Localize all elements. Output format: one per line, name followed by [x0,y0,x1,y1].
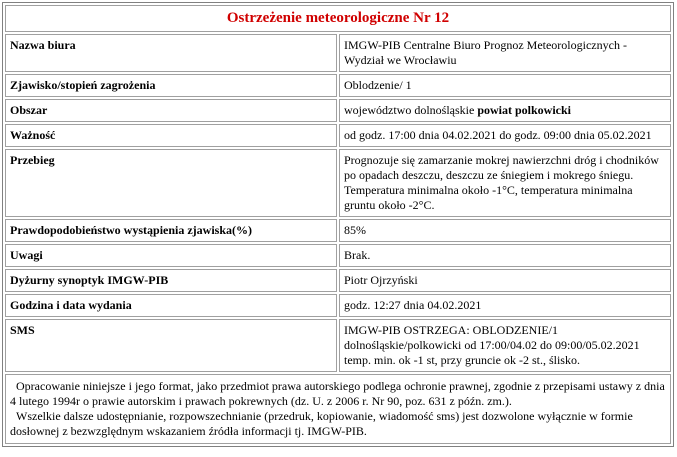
phenomenon-label: Zjawisko/stopień zagrożenia [5,74,337,97]
row-course [5,149,671,217]
forecaster-label: Dyżurny synoptyk IMGW-PIB [5,269,337,292]
row-office [5,34,671,72]
issued-label: Godzina i data wydania [5,294,337,317]
row-issued [5,294,671,317]
course-label: Przebieg [5,149,337,217]
area-label: Obszar [5,99,337,122]
area-value [339,99,671,122]
remarks-value: Brak. [339,244,671,267]
office-value: IMGW-PIB Centralne Biuro Prognoz Meteorologicznych - Wydział we Wrocławiu [339,34,671,72]
footer-notice [5,374,671,444]
forecaster-value: Piotr Ojrzyński [339,269,671,292]
probability-label: Prawdopodobieństwo wystąpienia zjawiska(%) [5,219,337,242]
footer-row [5,374,671,444]
validity-label: Ważność [5,124,337,147]
row-area [5,99,671,122]
warning-table [2,2,674,447]
remarks-label: Uwagi [5,244,337,267]
area-county: powiat polkowicki [477,103,571,117]
phenomenon-value: Oblodzenie/ 1 [339,74,671,97]
course-value: Prognozuje się zamarzanie mokrej nawierzchni dróg i chodników po opadach deszczu, deszczu ze śniegiem i mokrego śniegu. Temperatura minimalna około -1°C, temperatura minimalna gruntu około -2°C. [339,149,671,217]
area-voivodeship: województwo dolnośląskie [344,103,478,117]
row-probability [5,219,671,242]
sms-label: SMS [5,319,337,372]
probability-value: 85% [339,219,671,242]
row-forecaster [5,269,671,292]
warning-title: Ostrzeżenie meteorologiczne Nr 12 [5,5,671,32]
copyright-notice: Opracowanie niniejsze i jego format, jako przedmiot prawa autorskiego podlega ochronie prawnej, zgodnie z przepisami ustawy z dnia 4 lutego 1994r o prawie autorskim i prawach pokrewnych (dz. U. z 2006 r. Nr 90, poz. 631 z późn. zm.). [10,379,665,408]
sharing-notice: Wszelkie dalsze udostępnianie, rozpowszechnianie (przedruk, kopiowanie, wiadomość sms) jest dozwolone wyłącznie w formie dosłownej z bezwzględnym wskazaniem źródła informacji tj. IMGW-PIB. [10,409,633,438]
row-sms [5,319,671,372]
row-remarks [5,244,671,267]
validity-value: od godz. 17:00 dnia 04.02.2021 do godz. 09:00 dnia 05.02.2021 [339,124,671,147]
warning-document [2,2,674,447]
row-validity [5,124,671,147]
office-label: Nazwa biura [5,34,337,72]
issued-value: godz. 12:27 dnia 04.02.2021 [339,294,671,317]
row-phenomenon [5,74,671,97]
title-row [5,5,671,32]
sms-value: IMGW-PIB OSTRZEGA: OBLODZENIE/1 dolnośląskie/polkowicki od 17:00/04.02 do 09:00/05.02.2021 temp. min. ok -1 st, przy gruncie ok -2 st., ślisko. [339,319,671,372]
